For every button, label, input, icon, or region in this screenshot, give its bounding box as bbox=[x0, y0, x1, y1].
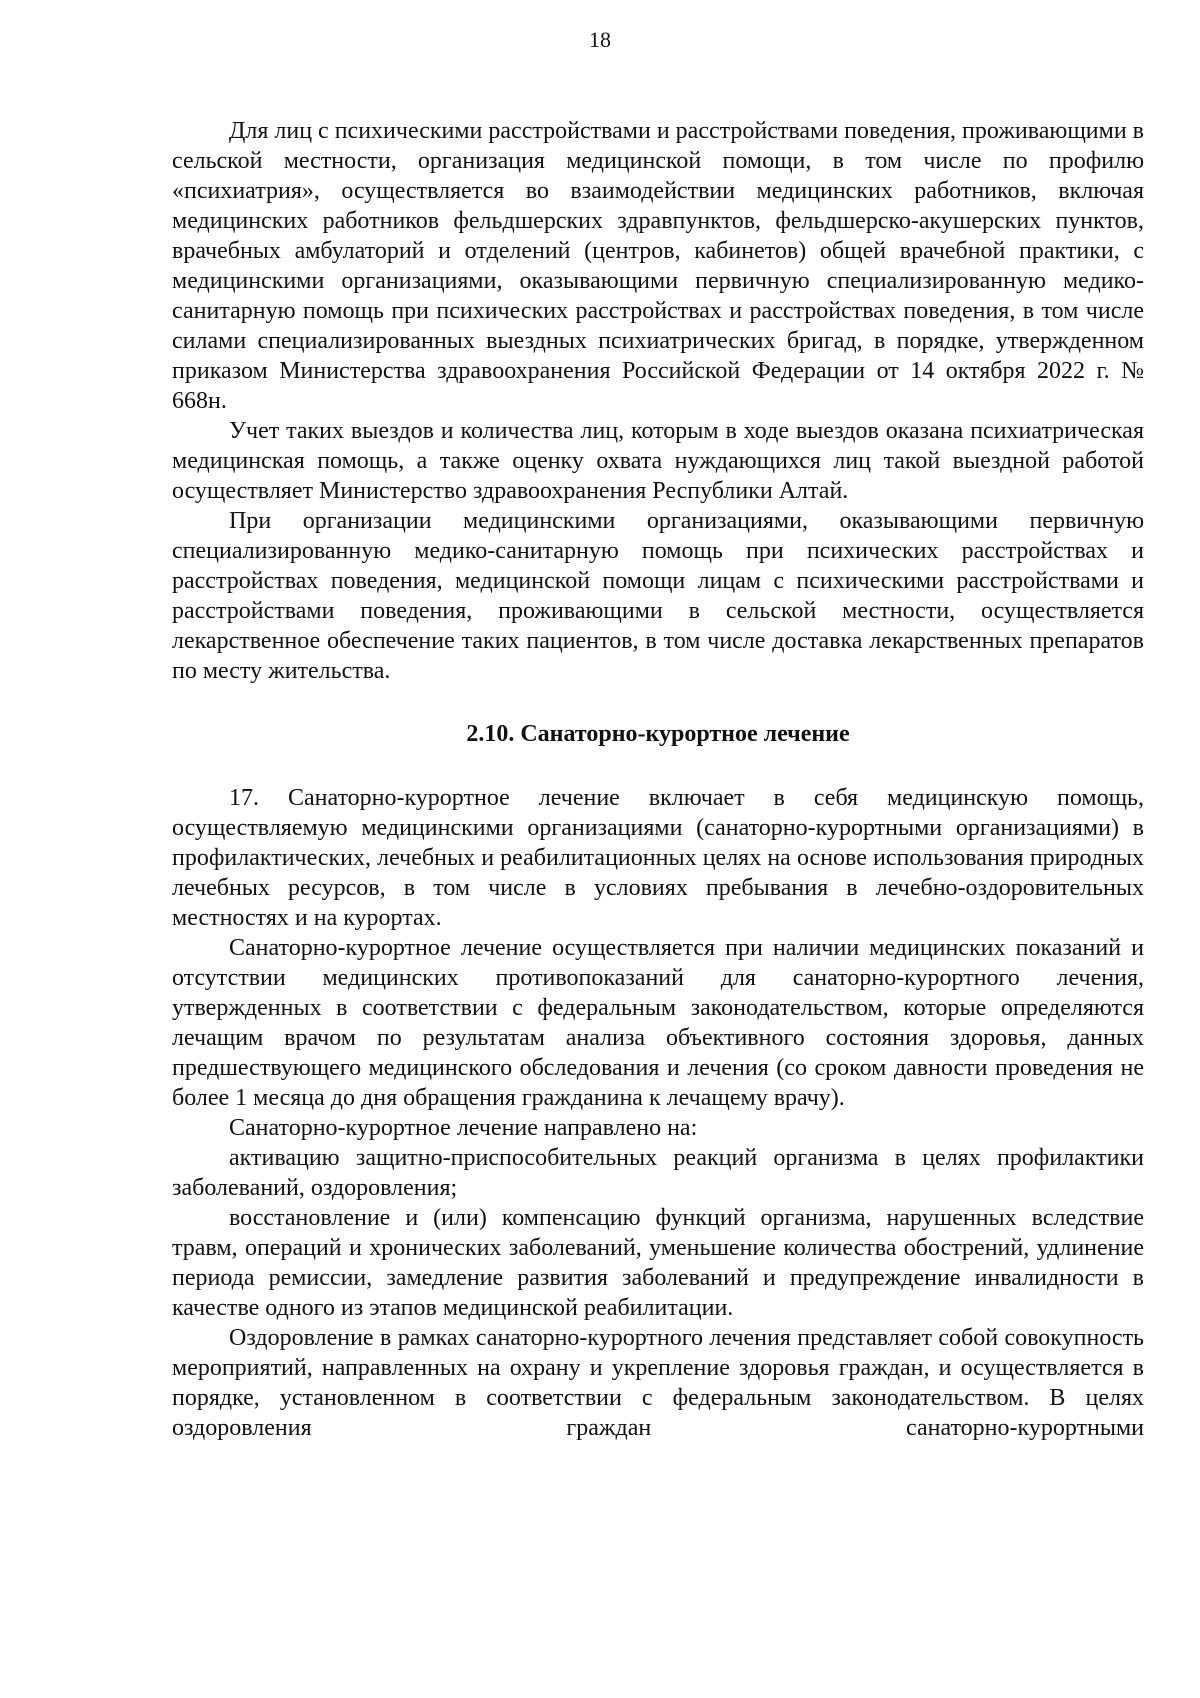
section-heading: 2.10. Санаторно-курортное лечение bbox=[466, 721, 850, 747]
paragraph-sanatorium-indications: Санаторно-курортное лечение осуществляется при наличии медицинских показаний и отсутствии медицинских противопоказаний для санаторно-курортного лечения, утвержденных в соответствии с федеральным законодательством, которые определяются лечащим врачом по результатам анализа объективного состояния здоровья, данных предшествующего медицинского обследования и лечения (со сроком давности проведения не более 1 месяца до дня обращения гражданина к лечащему врачу). bbox=[172, 935, 1144, 1111]
paragraph-sanatorium-definition: 17. Санаторно-курортное лечение включает в себя медицинскую помощь, осуществляемую медицинскими организациями (санаторно-курортными организациями) в профилактических, лечебных и реабилитационных целях на основе использования природных лечебных ресурсов, в том числе в условиях пребывания в лечебно-оздоровительных местностях и на курортах. bbox=[172, 785, 1144, 931]
paragraph-visit-accounting: Учет таких выездов и количества лиц, которым в ходе выездов оказана психиатрическая медицинская помощь, а также оценку охвата нуждающихся лиц такой выездной работой осуществляет Министерство здравоохранения Республики Алтай. bbox=[172, 418, 1144, 504]
paragraph-aim-restoration: восстановление и (или) компенсацию функций организма, нарушенных вследствие травм, операций и хронических заболеваний, уменьшение количества обострений, удлинение периода ремиссии, замедление развития заболеваний и предупреждение инвалидности в качестве одного из этапов медицинской реабилитации. bbox=[172, 1205, 1144, 1321]
paragraph-sanatorium-aims-intro: Санаторно-курортное лечение направлено на: bbox=[229, 1115, 698, 1141]
page-number: 18 bbox=[589, 27, 611, 52]
paragraph-drug-supply: При организации медицинскими организациями, оказывающими первичную специализированную медико-санитарную помощь при психических расстройствах и расстройствах поведения, медицинской помощи лицам с психическими расстройствами и расстройствами поведения, проживающими в сельской местности, осуществляется лекарственное обеспечение таких пациентов, в том числе доставка лекарственных препаратов по месту жительства. bbox=[172, 508, 1144, 684]
document-body bbox=[172, 116, 1144, 1443]
paragraph-aim-activation: активацию защитно-приспособительных реакций организма в целях профилактики заболеваний, оздоровления; bbox=[172, 1145, 1144, 1201]
paragraph-health-improvement: Оздоровление в рамках санаторно-курортного лечения представляет собой совокупность мероприятий, направленных на охрану и укрепление здоровья граждан, и осуществляется в порядке, установленном в соответствии с федеральным законодательством. В целях оздоровления граждан санаторно-курортными bbox=[172, 1325, 1144, 1441]
paragraph-rural-psychiatric-care: Для лиц с психическими расстройствами и расстройствами поведения, проживающими в сельской местности, организация медицинской помощи, в том числе по профилю «психиатрия», осуществляется во взаимодействии медицинских работников, включая медицинских работников фельдшерских здравпунктов, фельдшерско-акушерских пунктов, врачебных амбулаторий и отделений (центров, кабинетов) общей врачебной практики, с медицинскими организациями, оказывающими первичную специализированную медико-санитарную помощь при психических расстройствах и расстройствах поведения, в том числе силами специализированных выездных психиатрических бригад, в порядке, утвержденном приказом Министерства здравоохранения Российской Федерации от 14 октября 2022 г. № 668н. bbox=[172, 118, 1144, 414]
